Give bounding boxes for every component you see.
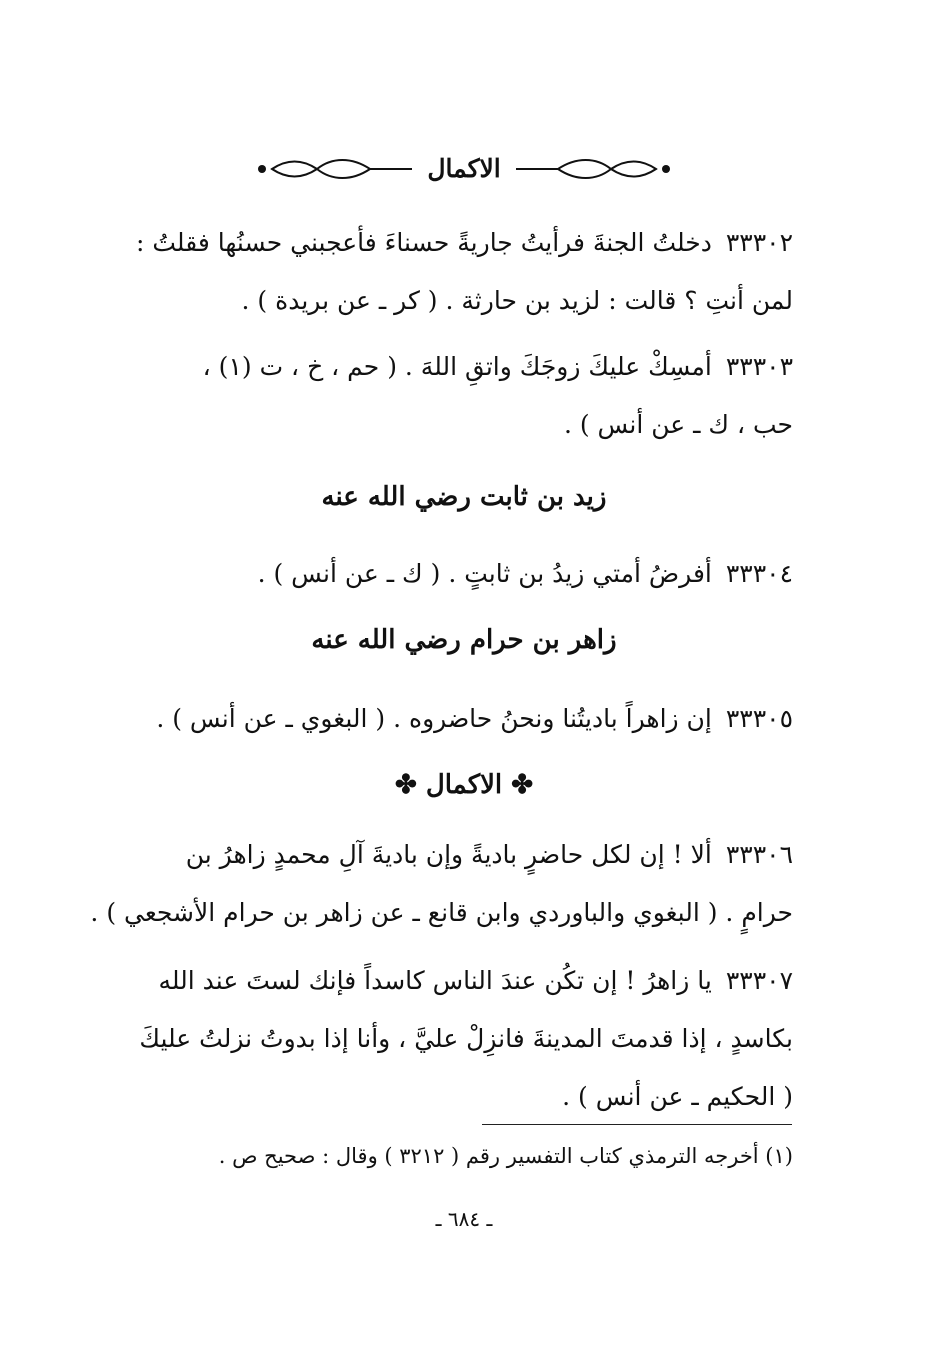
entry-number: ٣٣٣٠٣ bbox=[725, 352, 793, 381]
section-title-ikmal bbox=[0, 770, 928, 800]
entry-line bbox=[93, 690, 793, 748]
entry-line bbox=[93, 545, 793, 603]
entry-text: أفرضُ أمتي زيدُ بن ثابتٍ . ( ك ـ عن أنس ) . bbox=[257, 559, 712, 588]
entry-number: ٣٣٣٠٧ bbox=[725, 966, 793, 995]
star-ornament-icon: ✤ bbox=[395, 770, 417, 800]
footnote: (١) أخرجه الترمذي كتاب التفسير رقم ( ٣٢١٢ ) وقال : صحيح ص . bbox=[218, 1144, 793, 1168]
entry-number: ٣٣٣٠٤ bbox=[725, 559, 793, 588]
page-header-title: الاكمال bbox=[427, 154, 501, 183]
hadith-entry-33305 bbox=[93, 690, 793, 748]
page-header bbox=[0, 154, 928, 183]
entry-number: ٣٣٣٠٦ bbox=[725, 840, 793, 869]
entry-line: لمن أنتِ ؟ قالت : لزيد بن حارثة . ( كر ـ عن بريدة ) . bbox=[241, 286, 793, 315]
star-ornament-icon: ✤ bbox=[511, 770, 533, 800]
entry-line bbox=[93, 214, 793, 272]
section-title-text: الاكمال bbox=[425, 770, 503, 800]
entry-line: ( الحكيم ـ عن أنس ) . bbox=[562, 1082, 793, 1111]
ornament-left-icon bbox=[237, 157, 412, 181]
entry-number: ٣٣٣٠٥ bbox=[725, 704, 793, 733]
entry-text: أمسِكْ عليكَ زوجَكَ واتقِ اللهَ . ( حم ، خ ، ت (١) ، bbox=[202, 352, 712, 381]
entry-text: إن زاهراً باديتُنا ونحنُ حاضروه . ( البغوي ـ عن أنس ) . bbox=[156, 704, 712, 733]
section-title-zaid: زيد بن ثابت رضي الله عنه bbox=[321, 482, 607, 512]
hadith-entry-33302 bbox=[93, 214, 793, 330]
ornament-right-icon bbox=[516, 157, 691, 181]
hadith-entry-33306 bbox=[90, 826, 793, 942]
entry-text: ألا ! إن لكل حاضرٍ باديةً وإن باديةَ آلِ محمدٍ زاهرُ بن bbox=[185, 840, 712, 869]
footnote-separator bbox=[482, 1124, 792, 1125]
hadith-entry-33307 bbox=[93, 952, 793, 1126]
entry-line bbox=[93, 826, 793, 884]
entry-line: حرامٍ . ( البغوي والباوردي وابن قانع ـ عن زاهر بن حرام الأشجعي ) . bbox=[90, 898, 793, 927]
entry-line: بكاسدٍ ، إذا قدمتَ المدينةَ فانزِلْ عليَّ ، وأنا إذا بدوتُ نزلتُ عليكَ bbox=[139, 1024, 793, 1053]
entry-line bbox=[93, 338, 793, 396]
entry-text: يا زاهرُ ! إن تكُن عندَ الناس كاسداً فإنك لستَ عند الله bbox=[158, 966, 712, 995]
page-number: ـ ٦٨٤ ـ bbox=[435, 1207, 493, 1231]
entry-text: دخلتُ الجنةَ فرأيتُ جاريةً حسناءَ فأعجبني حسنُها فقلتُ : bbox=[136, 228, 712, 257]
entry-line bbox=[93, 952, 793, 1010]
section-title-zahir: زاهر بن حرام رضي الله عنه bbox=[311, 625, 617, 655]
hadith-entry-33303 bbox=[93, 338, 793, 454]
entry-number: ٣٣٣٠٢ bbox=[725, 228, 793, 257]
hadith-entry-33304 bbox=[93, 545, 793, 603]
entry-line: حب ، ك ـ عن أنس ) . bbox=[563, 410, 793, 439]
